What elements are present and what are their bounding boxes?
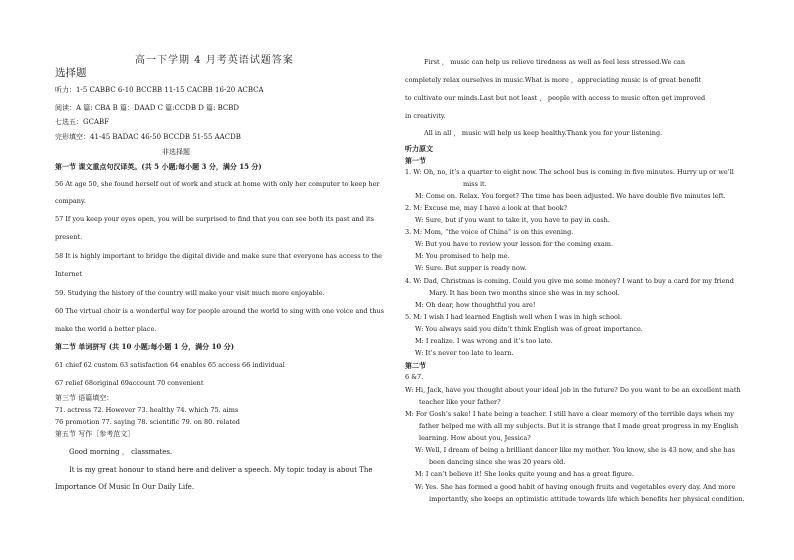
sentence-58-line1: 58 It is highly important to bridge the digital divide and make sure that everyone has access to the [55,252,382,260]
cloze-answers: 完形填空：41-45 BADAC 46-50 BCCDB 51-55 AACDB [55,133,241,141]
script-6-line10: importantly, she keeps an optimistic attitude towards life which benefits her physical condition. [429,495,745,503]
sentence-60-line1: 60 The virtual choir is a wonderful way for people around the world to sing with one voice and thus [55,307,384,315]
listening-script-heading: 听力原文 [405,144,433,153]
essay-line1: Good morning ， classmates. [69,448,173,456]
script-6-line5: learning. How about you, Jessica? [419,434,531,442]
essay-continued-line2: completely relax ourselves in music.What is more ，appreciating music is of great benefit [405,76,702,84]
script-6-line9: W: Yes. She has formed a good habit of having enough fruits and vegetables every day. And more [415,483,736,491]
script-6-line8: M: I can’t believe it! She looks quite young and has a great figure. [415,470,634,478]
script-1-line2: miss it. [463,180,487,188]
sentence-56-line1: 56 At age 50, she found herself out of work and stuck at home with only her computer to keep her [55,180,380,188]
listening-section1-heading: 第一节 [405,156,426,165]
essay-continued-line1: First ， music can help us relieve tiredness as well as feel less stressed.We can [424,58,686,66]
sentence-57-line1: 57 If you keep your eyes open, you will be surprised to find that you can see both its past and its [55,215,374,223]
non-choice-heading: 非选择题 [162,148,190,156]
page-title: 高一下学期 4 月考英语试题答案 [135,55,294,66]
script-1-line1: 1. W: Oh, no, it’s a quarter to eight now. The school bus is coming in five minutes. Hurry up or we’ll [405,168,734,176]
section-choice-heading: 选择题 [55,67,87,79]
sentence-58-line2: Internet [55,270,82,278]
essay-continued-line5: All in all ， music will help us keep healthy.Thank you for your listening. [424,129,663,137]
essay-line3: Importance Of Music In Our Daily Life. [55,483,195,491]
part4-heading: 第五节 写作［参考范文］ [55,430,135,438]
essay-continued-line3: to cultivate our minds.Last but not least ， people with access to music often get improved [405,94,706,102]
listening-answers: 听力：1-5 CABBC 6-10 BCCBB 11-15 CACBB 16-20 ACBCA [55,86,264,94]
script-4-line2: Mary. It has been two months since she was in my school. [429,289,620,297]
script-4-line1: 4. W: Dad, Christmas is coming. Could you give me some money? I want to buy a card for my friend [405,277,734,285]
script-6-line2: teacher like your father? [419,398,501,406]
essay-line2: It is my great honour to stand here and deliver a speech. My topic today is about The [69,466,373,474]
script-2-line1: 2. M: Excuse me, may I have a look at that book? [405,204,568,212]
script-6-7-label: 6 &7. [405,373,424,381]
gap-fill-row2: 76 promotion 77. saying 78. scientific 79. on 80. related [55,418,240,426]
part1-heading: 第一节 课文重点句汉译英。(共 5 小题;每小题 3 分，满分 15 分) [55,162,262,171]
listening-section2-heading: 第二节 [405,361,426,370]
gap-fill-row1: 71. actress 72. However 73. healthy 74. which 75. aims [55,406,239,414]
script-3-line3: M: You promised to help me. [415,252,510,260]
script-5-line3: M: I realize. I was wrong and it’s too late. [415,337,553,345]
script-1-line3: M: Come on. Relax. You forget? The time has been adjusted. We have double five minutes left. [415,192,726,200]
script-5-line4: W: It’s never too late to learn. [415,349,514,357]
sentence-57-line2: present. [55,233,83,241]
script-6-line4: father helped me with all my subjects. But it is strange that I made great progress in my English [419,422,739,430]
essay-continued-line4: in creativity. [405,112,446,120]
script-6-line1: W: Hi, Jack, have you thought about your ideal job in the future? Do you want to be an excellent math [405,386,741,394]
script-3-line2: W: But you have to review your lesson for the coming exam. [415,240,614,248]
reading-answers: 阅读：A 篇: CBA B 篇：DAAD C 篇:CCDB D 篇: BCBD [55,104,240,112]
script-3-line1: 3. M: Mom, “the voice of China” is on this evening. [405,228,574,236]
sentence-60-line2: make the world a better place. [55,325,157,333]
script-4-line3: M: Oh dear, how thoughtful you are! [415,301,536,309]
script-5-line1: 5. M: I wish I had learned English well when I was in high school. [405,313,623,321]
word-spelling-row1: 61 chief 62 custom 63 satisfaction 64 enables 65 access 66 individual [55,361,285,369]
script-2-line2: W: Sure, but if you want to take it, you have to pay in cash. [415,216,610,224]
script-6-line6: W: Well, I dream of being a brilliant dancer like my mother. You know, she is 43 now, and she has [415,446,735,454]
seven-five-answers: 七选五：GCABF [55,118,110,126]
part3-heading: 第三节 语篇填空： [55,394,114,402]
script-6-line7: been dancing since she was 20 years old. [429,458,566,466]
word-spelling-row2: 67 relief 68original 69account 70 convenient [55,379,204,387]
script-5-line2: W: You always said you didn’t think English was of great importance. [415,325,643,333]
sentence-56-line2: company. [55,197,86,205]
sentence-59: 59. Studying the history of the country will make your visit much more enjoyable. [55,289,325,297]
script-3-line4: W: Sure. But supper is ready now. [415,264,527,272]
part2-heading: 第二节 单词拼写 (共 10 小题;每小题 1 分，满分 10 分) [55,342,235,351]
script-6-line3: M: For Gosh’s sake! I hate being a teacher. I still have a clear memory of the terrible days when my [405,410,734,418]
